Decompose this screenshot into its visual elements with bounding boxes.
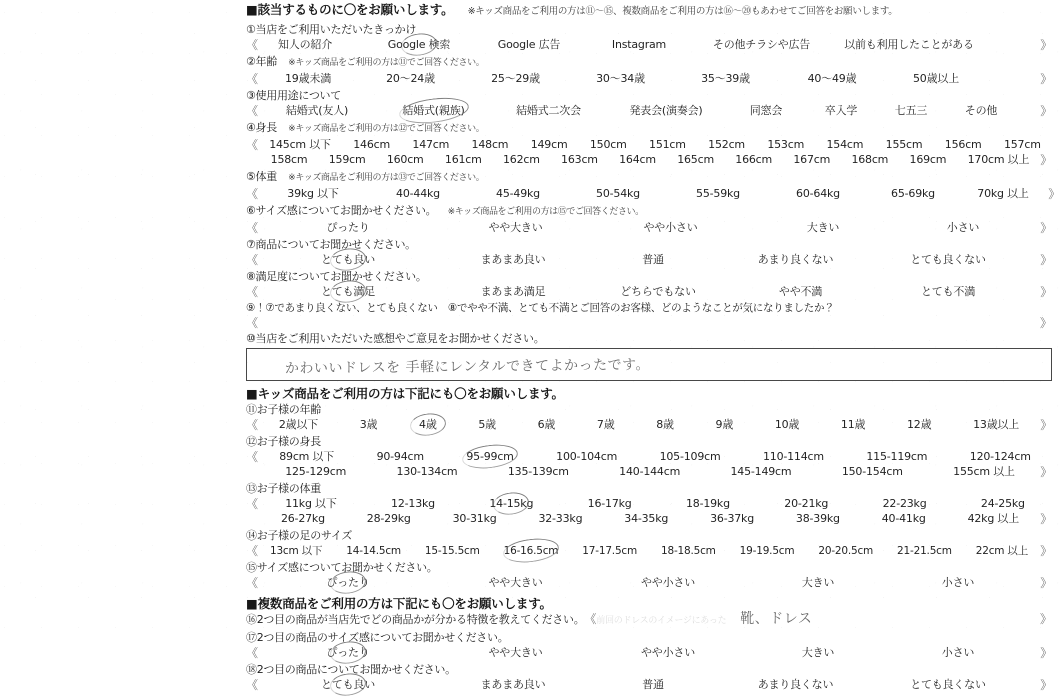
option-q14-6[interactable]: 19-19.5cm	[739, 545, 795, 557]
bracket-close: 》	[1040, 465, 1052, 479]
option-q2-0[interactable]: 19歳未満	[285, 72, 331, 85]
option-q13b-7[interactable]: 40-41kg	[881, 512, 926, 525]
option-q13b-6[interactable]: 38-39kg	[795, 512, 840, 525]
option-q11-8[interactable]: 10歳	[774, 418, 800, 431]
option-q13b-2[interactable]: 30-31kg	[452, 512, 497, 525]
option-q4a-0[interactable]: 145cm 以下	[269, 138, 331, 151]
option-q11-0[interactable]: 2歳以下	[278, 418, 319, 431]
option-q11-2[interactable]: 4歳	[398, 417, 457, 433]
bracket-open: 《	[246, 450, 258, 464]
bracket-open: 《	[246, 497, 258, 511]
question-11-options[interactable]	[246, 417, 1052, 433]
bracket-close: 》	[1040, 285, 1052, 299]
option-q14-7[interactable]: 20-20.5cm	[818, 545, 874, 557]
option-q12a-6[interactable]: 115-119cm	[866, 450, 928, 463]
question-16-label: ⑯2つ目の商品が当店先でどの商品かが分かる特徴を教えてください。	[246, 613, 585, 626]
bracket-open: 《	[246, 544, 258, 558]
bracket-close: 》	[1040, 104, 1052, 118]
bracket-open: 《	[246, 418, 258, 432]
option-q13b-0[interactable]: 26-27kg	[280, 512, 325, 525]
option-q12a-5[interactable]: 110-114cm	[762, 450, 824, 463]
option-q6-0[interactable]: ぴったり	[326, 221, 370, 234]
option-q1-shojin[interactable]: 知人の紹介	[278, 38, 332, 51]
main-heading-note: ※キッズ商品をご利用の方は⑪〜⑮、複数商品をご利用の方は⑯〜⑳もあわせてご回答をお願いします。	[467, 6, 898, 17]
option-q12a-0[interactable]: 89cm 以下	[279, 450, 335, 463]
option-q14-3[interactable]: 16-16.5cm	[492, 543, 571, 559]
bracket-close: 》	[1040, 544, 1052, 558]
bracket-open: 《	[584, 612, 597, 626]
option-q12b-4[interactable]: 145-149cm	[730, 465, 792, 478]
option-q3-7[interactable]: その他	[964, 104, 998, 117]
question-17-label: ⑰2つ目の商品のサイズ感についてお聞かせください。	[246, 631, 509, 644]
option-q4b-12[interactable]: 170cm 以上	[967, 153, 1030, 166]
option-q15-4[interactable]: 小さい	[941, 576, 975, 589]
option-q4b-10[interactable]: 168cm	[851, 153, 889, 166]
option-q11-9[interactable]: 11歳	[840, 418, 866, 431]
option-q15-2[interactable]: やや小さい	[641, 576, 695, 589]
question-5-note: ※キッズ商品をご利用の方は⑬でご回答ください。	[288, 173, 485, 183]
bracket-close: 》	[1040, 253, 1052, 267]
question-14-label: ⑭お子様の足のサイズ	[246, 529, 353, 542]
option-q4b-6[interactable]: 164cm	[619, 153, 656, 166]
bracket-close: 》	[1040, 576, 1052, 590]
option-q12a-7[interactable]: 120-124cm	[969, 450, 1031, 463]
question-4-options-line2[interactable]	[246, 152, 1052, 168]
option-q11-3[interactable]: 5歳	[478, 418, 496, 431]
question-15-label: ⑮サイズ感についてお聞かせください。	[246, 561, 438, 574]
question-6-text: ⑥サイズ感についてお聞かせください。	[246, 204, 437, 217]
option-q3-0[interactable]: 結婚式(友人)	[285, 104, 349, 117]
option-q5-5[interactable]: 60-64kg	[796, 187, 840, 200]
option-q5-0[interactable]: 39kg 以下	[287, 187, 339, 200]
option-q7-2[interactable]: 普通	[642, 253, 664, 266]
option-q18-1[interactable]: まあまあ良い	[480, 678, 546, 691]
option-q15-1[interactable]: やや大きい	[488, 576, 543, 589]
option-q5-2[interactable]: 45-49kg	[496, 187, 540, 200]
question-4-text: ④身長	[246, 121, 277, 134]
option-q14-0[interactable]: 13cm 以下	[269, 545, 323, 557]
bracket-open: 《	[246, 646, 258, 660]
question-18-label: ⑱2つ目の商品についてお聞かせください。	[246, 663, 456, 676]
option-q18-0[interactable]: とても良い	[258, 677, 438, 693]
option-q13a-0[interactable]: 11kg 以下	[285, 497, 337, 510]
option-q1-google-search[interactable]: Google 検索	[364, 37, 474, 53]
option-q13a-4[interactable]: 18-19kg	[685, 497, 730, 510]
option-q11-4[interactable]: 6歳	[537, 418, 556, 431]
option-q4a-2[interactable]: 147cm	[412, 138, 450, 151]
option-q11-11[interactable]: 13歳以上	[973, 418, 1020, 431]
option-q12a-3[interactable]: 100-104cm	[556, 450, 618, 463]
option-q4a-4[interactable]: 149cm	[530, 138, 568, 151]
option-q4a-12[interactable]: 157cm	[1003, 138, 1041, 151]
question-16-answer: 靴、ドレス	[740, 611, 813, 627]
question-2-note: ※キッズ商品をご利用の方は⑪でご回答ください。	[288, 58, 485, 68]
question-7-label: ⑦商品についてお聞かせください。	[246, 238, 416, 251]
bracket-open: 《	[246, 678, 258, 692]
question-13-label: ⑬お子様の体重	[246, 482, 321, 495]
option-q2-4[interactable]: 35〜39歳	[701, 72, 750, 85]
option-q8-3[interactable]: やや不満	[778, 285, 823, 298]
option-q11-1[interactable]: 3歳	[359, 418, 378, 431]
option-q4a-8[interactable]: 153cm	[767, 138, 805, 151]
option-q13a-2[interactable]: 14-15kg	[462, 496, 560, 512]
option-q13b-5[interactable]: 36-37kg	[710, 512, 755, 525]
question-4-options-line1[interactable]	[246, 137, 1052, 153]
question-10-label: ⑩当店をご利用いただいた感想やご意見をお聞かせください。	[246, 332, 545, 345]
option-q14-4[interactable]: 17-17.5cm	[582, 545, 638, 557]
question-18-options[interactable]	[246, 677, 1052, 693]
question-1-label: ①当店をご利用いただいたきっかけ	[246, 23, 417, 36]
option-q3-1[interactable]: 結婚式(親族)	[376, 103, 491, 119]
option-q7-3[interactable]: あまり良くない	[757, 253, 834, 266]
question-5-text: ⑤体重	[246, 170, 277, 183]
option-q13b-3[interactable]: 32-33kg	[538, 512, 583, 525]
bracket-open: 《	[246, 72, 258, 86]
option-q12b-3[interactable]: 140-144cm	[619, 465, 681, 478]
option-q1-repeat[interactable]: 以前も利用したことがある	[844, 38, 974, 51]
option-q5-6[interactable]: 65-69kg	[891, 187, 935, 200]
option-q8-4[interactable]: とても不満	[921, 285, 975, 298]
kids-section-heading: ■キッズ商品をご利用の方は下記にも〇をお願いします。	[246, 386, 564, 401]
option-q12b-6[interactable]: 155cm 以上	[953, 465, 1015, 478]
bracket-open: 《	[246, 285, 258, 299]
option-q5-3[interactable]: 50-54kg	[596, 187, 640, 200]
bracket-open: 《	[246, 221, 258, 235]
option-q4b-11[interactable]: 169cm	[909, 153, 947, 166]
question-4-label	[246, 120, 1052, 137]
question-9-answer-line[interactable]	[246, 316, 1052, 330]
question-16-faint-text: 前回のドレスのイメージにあった	[596, 616, 727, 626]
option-q12a-1[interactable]: 90-94cm	[376, 450, 424, 463]
option-q14-2[interactable]: 15-15.5cm	[424, 545, 480, 557]
option-q1-google-ads[interactable]: Google 広告	[497, 38, 561, 51]
option-q14-5[interactable]: 18-18.5cm	[660, 545, 716, 557]
bracket-close: 》	[1040, 612, 1052, 626]
option-q6-4[interactable]: 小さい	[946, 221, 980, 234]
option-q4b-1[interactable]: 159cm	[328, 153, 366, 166]
option-q6-2[interactable]: やや小さい	[643, 221, 698, 234]
question-13-options-line2[interactable]	[246, 511, 1052, 527]
option-q17-1[interactable]: やや大きい	[488, 646, 543, 659]
option-q8-0[interactable]: とても満足	[258, 284, 438, 300]
question-16-row[interactable]	[246, 611, 1052, 629]
option-q2-6[interactable]: 50歳以上	[913, 72, 959, 85]
option-q4b-4[interactable]: 162cm	[502, 153, 540, 166]
question-2-text: ②年齢	[246, 55, 277, 68]
question-2-options[interactable]	[246, 71, 1052, 87]
option-q13b-8[interactable]: 42kg 以上	[967, 512, 1020, 525]
question-13-options-line1[interactable]	[246, 496, 1052, 512]
comment-box[interactable]	[246, 348, 1052, 381]
bracket-close: 》	[1040, 153, 1052, 167]
option-q15-0[interactable]: ぴったり	[258, 575, 438, 591]
option-q4b-7[interactable]: 165cm	[677, 153, 714, 166]
option-q11-6[interactable]: 8歳	[656, 418, 674, 431]
option-q5-7[interactable]: 70kg 以上	[977, 187, 1029, 200]
option-q4a-3[interactable]: 148cm	[471, 138, 509, 151]
question-12-options-line2[interactable]	[246, 464, 1052, 480]
question-5-label	[246, 169, 1052, 186]
survey-page	[246, 2, 1060, 693]
option-q11-10[interactable]: 12歳	[907, 418, 932, 431]
bracket-close: 》	[1040, 38, 1052, 52]
option-q14-9[interactable]: 22cm 以上	[975, 545, 1029, 557]
option-q4b-0[interactable]: 158cm	[270, 153, 308, 166]
bracket-close: 》	[1040, 646, 1052, 660]
question-2-label	[246, 54, 1052, 71]
bracket-close: 》	[1048, 187, 1060, 201]
bracket-close: 》	[1040, 512, 1052, 526]
question-11-label: ⑪お子様の年齢	[246, 403, 321, 416]
option-q12b-0[interactable]: 125-129cm	[285, 465, 347, 478]
question-6-label	[246, 203, 1052, 220]
option-q4a-9[interactable]: 154cm	[826, 138, 864, 151]
option-q13b-1[interactable]: 28-29kg	[366, 512, 411, 525]
option-q3-5[interactable]: 卒入学	[824, 104, 858, 117]
question-6-note: ※キッズ商品をご利用の方は⑮でご回答ください。	[447, 207, 644, 217]
option-q8-2[interactable]: どちらでもない	[620, 285, 696, 298]
option-q12a-4[interactable]: 105-109cm	[659, 450, 721, 463]
bracket-open: 《	[246, 253, 258, 267]
option-q14-8[interactable]: 21-21.5cm	[897, 545, 952, 557]
bracket-open: 《	[246, 138, 258, 152]
main-heading-text: ■該当するものに〇をお願いします。	[246, 2, 454, 17]
option-q17-0[interactable]: ぴったり	[258, 645, 438, 661]
question-5-options[interactable]	[246, 186, 1060, 202]
question-10-answer: かわいいドレスを 手軽にレンタルできてよかったです。	[284, 357, 651, 377]
bracket-open: 《	[246, 38, 258, 52]
option-q3-3[interactable]: 発表会(演奏会)	[629, 104, 703, 117]
option-q12b-5[interactable]: 150-154cm	[841, 465, 903, 478]
option-q1-flyer[interactable]: その他チラシや広告	[712, 38, 811, 51]
option-q17-2[interactable]: やや小さい	[641, 646, 695, 659]
bracket-open: 《	[246, 187, 258, 201]
option-q4a-11[interactable]: 156cm	[944, 138, 982, 151]
option-q4a-5[interactable]: 150cm	[589, 138, 627, 151]
question-9-label: ⑨！⑦であまり良くない、とても良くない ⑧でやや不満、とても不満とご回答のお客様、どのようなことが気になりましたか？	[246, 302, 835, 314]
option-q4a-10[interactable]: 155cm	[885, 138, 923, 151]
option-q12b-2[interactable]: 135-139cm	[507, 465, 569, 478]
bracket-open: 《	[246, 316, 259, 330]
question-12-label: ⑫お子様の身長	[246, 435, 321, 448]
option-q11-7[interactable]: 9歳	[715, 418, 734, 431]
option-q18-2[interactable]: 普通	[642, 678, 664, 691]
option-q13b-4[interactable]: 34-35kg	[624, 512, 669, 525]
question-8-label: ⑧満足度についてお聞かせください。	[246, 270, 427, 283]
option-q2-1[interactable]: 20〜24歳	[386, 72, 435, 85]
option-q7-1[interactable]: まあまあ良い	[480, 253, 546, 266]
bracket-close: 》	[1040, 221, 1052, 235]
option-q2-2[interactable]: 25〜29歳	[491, 72, 540, 85]
option-q4b-9[interactable]: 167cm	[793, 153, 831, 166]
option-q17-3[interactable]: 大きい	[801, 646, 835, 659]
question-17-options[interactable]	[246, 645, 1052, 661]
option-q14-1[interactable]: 14-14.5cm	[346, 545, 401, 557]
multi-section-heading: ■複数商品をご利用の方は下記にも〇をお願いします。	[246, 596, 552, 611]
option-q13a-6[interactable]: 22-23kg	[882, 497, 927, 510]
option-q5-1[interactable]: 40-44kg	[396, 187, 440, 200]
option-q11-5[interactable]: 7歳	[596, 418, 615, 431]
question-3-options[interactable]	[246, 103, 1052, 119]
question-12-options-line1[interactable]	[246, 449, 1052, 465]
question-4-note: ※キッズ商品をご利用の方は⑫でご回答ください。	[288, 124, 485, 134]
option-q13a-7[interactable]: 24-25kg	[980, 497, 1025, 510]
option-q4b-5[interactable]: 163cm	[561, 153, 598, 166]
bracket-close: 》	[1040, 72, 1052, 86]
option-q4b-8[interactable]: 166cm	[735, 153, 773, 166]
question-15-options[interactable]	[246, 575, 1052, 591]
option-q3-4[interactable]: 同窓会	[749, 104, 783, 117]
option-q6-3[interactable]: 大きい	[806, 221, 840, 234]
bracket-open: 《	[246, 104, 258, 118]
question-14-options[interactable]	[246, 543, 1052, 559]
option-q1-instagram[interactable]: Instagram	[611, 38, 667, 51]
option-q18-4[interactable]: とても良くない	[910, 678, 986, 691]
option-q4b-2[interactable]: 160cm	[386, 153, 424, 166]
question-6-options[interactable]	[246, 220, 1052, 236]
question-8-options[interactable]	[246, 284, 1052, 300]
question-1-options[interactable]	[246, 37, 1052, 53]
option-q2-3[interactable]: 30〜34歳	[596, 72, 645, 85]
option-q12a-2[interactable]: 95-99cm	[445, 449, 535, 465]
option-q6-1[interactable]: やや大きい	[488, 221, 543, 234]
option-q13a-5[interactable]: 20-21kg	[784, 497, 829, 510]
option-q3-2[interactable]: 結婚式二次会	[516, 104, 581, 117]
option-q4a-7[interactable]: 152cm	[708, 138, 745, 151]
option-q4a-1[interactable]: 146cm	[353, 138, 390, 151]
bracket-open: 《	[246, 576, 258, 590]
option-q4a-6[interactable]: 151cm	[649, 138, 686, 151]
option-q8-1[interactable]: まあまあ満足	[480, 285, 546, 298]
option-q18-3[interactable]: あまり良くない	[757, 678, 834, 691]
option-q5-4[interactable]: 55-59kg	[696, 187, 740, 200]
option-q12b-1[interactable]: 130-134cm	[396, 465, 458, 478]
bracket-close: 》	[1040, 678, 1052, 692]
option-q15-3[interactable]: 大きい	[801, 576, 835, 589]
option-q3-6[interactable]: 七五三	[894, 104, 928, 117]
option-q17-4[interactable]: 小さい	[941, 646, 975, 659]
option-q7-0[interactable]: とても良い	[258, 252, 438, 268]
main-section-heading	[246, 2, 1052, 19]
question-7-options[interactable]	[246, 252, 1052, 268]
option-q13a-3[interactable]: 16-17kg	[587, 497, 632, 510]
bracket-close: 》	[1040, 418, 1052, 432]
option-q7-4[interactable]: とても良くない	[910, 253, 986, 266]
bracket-close: 》	[1039, 316, 1052, 330]
option-q2-5[interactable]: 40〜49歳	[807, 72, 857, 85]
option-q13a-1[interactable]: 12-13kg	[391, 497, 435, 510]
question-3-label: ③使用用途について	[246, 89, 341, 102]
option-q4b-3[interactable]: 161cm	[444, 153, 482, 166]
